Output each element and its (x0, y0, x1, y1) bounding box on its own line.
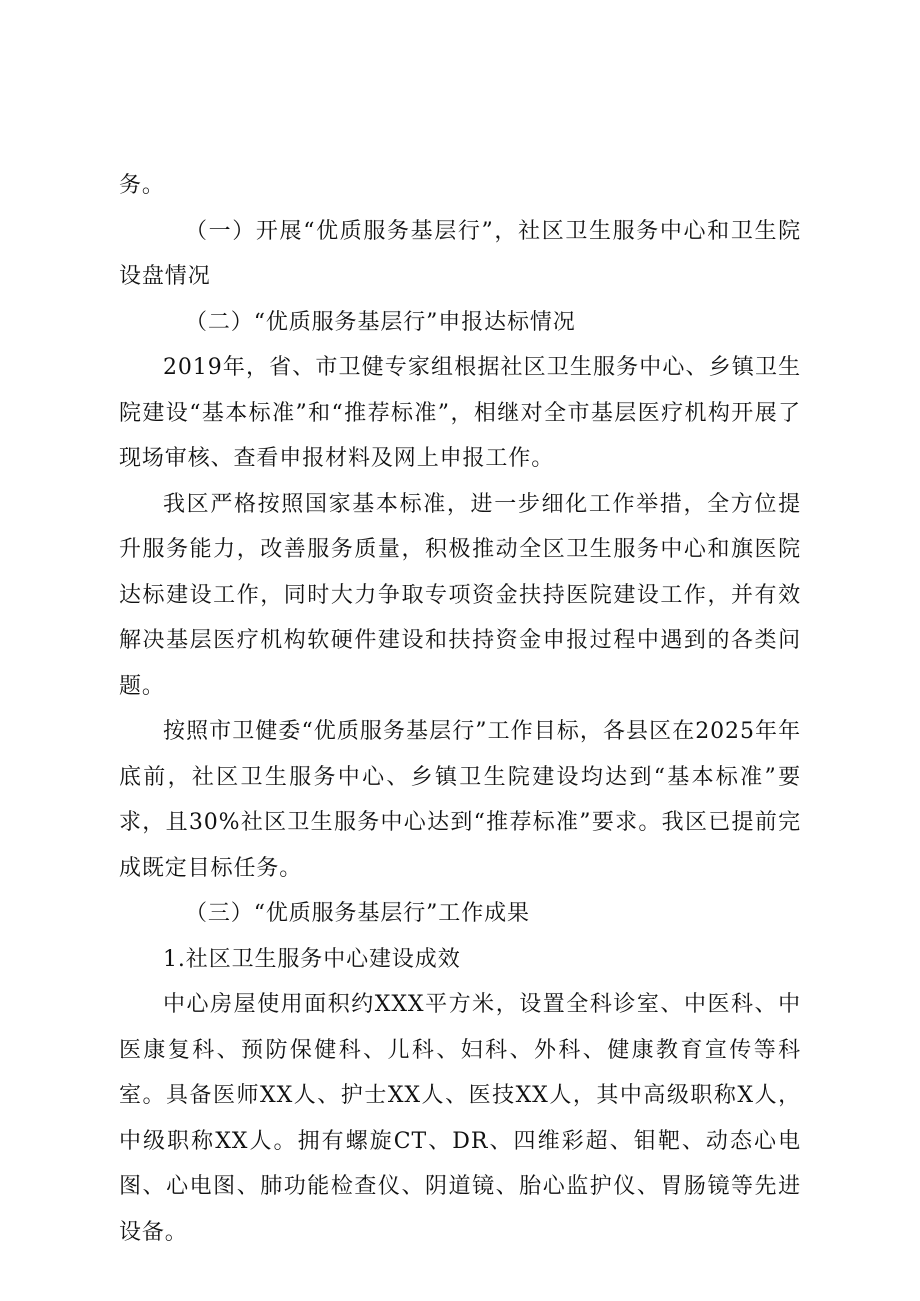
body-paragraph-targets: 按照市卫健委“优质服务基层行”工作目标，各县区在2025年年底前，社区卫生服务中心、乡镇卫生院建设均达到“基本标准”要求，且30%社区卫生服务中心达到“推荐标准”要求。我区已提前完成既定目标任务。 (119, 719, 801, 881)
subsection-heading-1: 1.社区卫生服务中心建设成效 (163, 946, 461, 972)
paragraph-continuation: 务。 (119, 173, 165, 198)
body-paragraph-review: 2019年，省、市卫健专家组根据社区卫生服务中心、乡镇卫生院建设“基本标准”和“推荐标准”，相继对全市基层医疗机构开展了现场审核、查看申报材料及网上申报工作。 (119, 355, 801, 471)
section-heading-3: （三）“优质服务基层行”工作成果 (185, 901, 530, 926)
section-heading-1: （一）开展“优质服务基层行”，社区卫生服务中心和卫生院设盘情况 (119, 218, 801, 289)
body-paragraph-measures: 我区严格按照国家基本标准，进一步细化工作举措，全方位提升服务能力，改善服务质量，积极推动全区卫生服务中心和旗医院达标建设工作，同时大力争取专项资金扶持医院建设工作，并有效解决基层医疗机构软硬件建设和扶持资金申报过程中遇到的各类问题。 (119, 491, 801, 699)
body-paragraph-center: 中心房屋使用面积约XXX平方米，设置全科诊室、中医科、中医康复科、预防保健科、儿科、妇科、外科、健康教育宣传等科室。具备医师XX人、护士XX人、医技XX人，其中高级职称X人，中级职称XX人。拥有螺旋CT、DR、四维彩超、钼靶、动态心电图、心电图、肺功能检查仪、阴道镜、胎心监护仪、胃肠镜等先进设备。 (119, 992, 801, 1245)
document-body (119, 163, 801, 1255)
section-heading-2: （二）“优质服务基层行”申报达标情况 (185, 309, 576, 335)
